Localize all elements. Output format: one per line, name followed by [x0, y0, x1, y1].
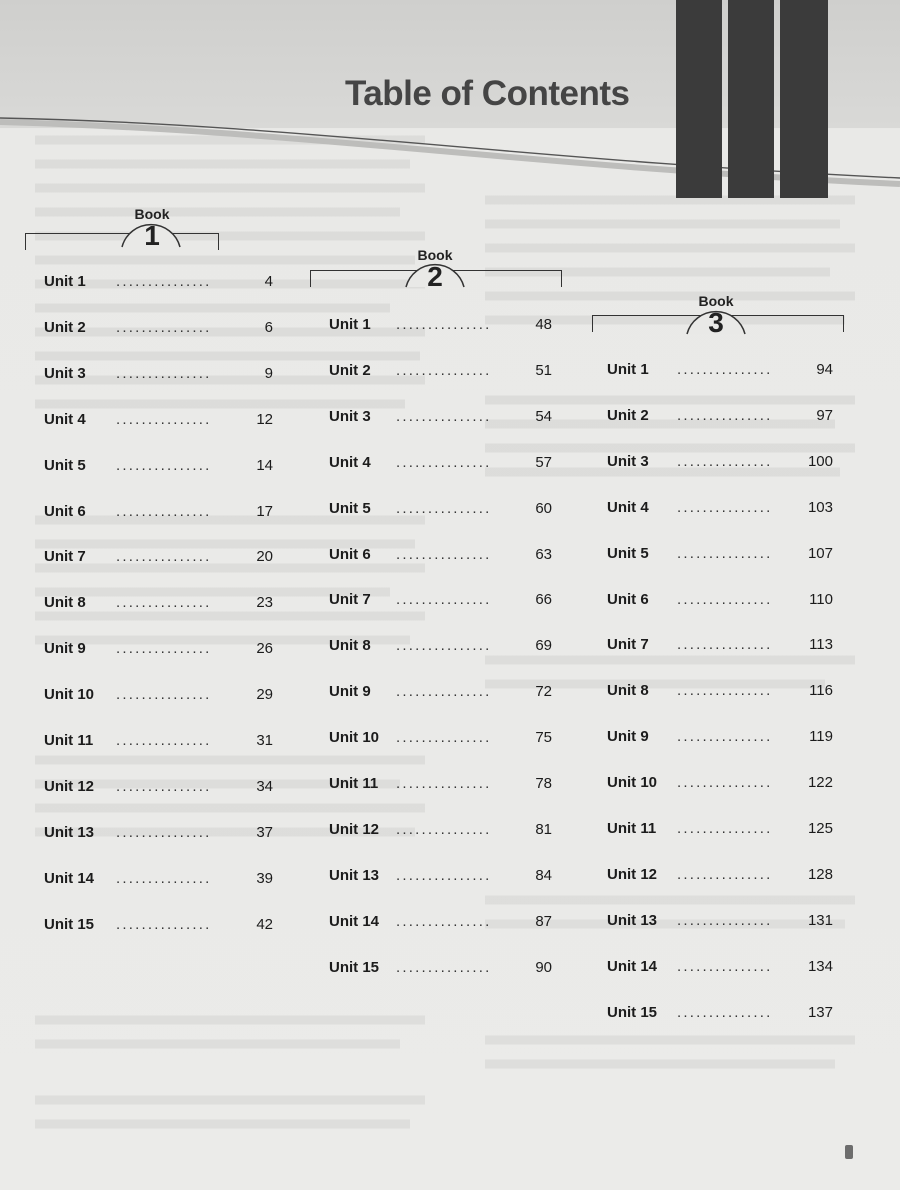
dot-leader: ...............	[116, 594, 212, 611]
unit-label: Unit 6	[607, 591, 649, 608]
book-2-toc-entry[interactable]	[329, 867, 552, 887]
unit-label: Unit 3	[329, 408, 371, 425]
book-3-toc-entry[interactable]	[607, 682, 833, 702]
unit-label: Unit 12	[329, 821, 380, 838]
page-number: 60	[535, 500, 552, 517]
unit-label: Unit 6	[329, 546, 371, 563]
page-number: 37	[256, 824, 273, 841]
page-number: 110	[809, 591, 833, 608]
book-3-word: Book	[698, 293, 734, 309]
dot-leader: ...............	[396, 821, 492, 838]
unit-label: Unit 3	[44, 365, 86, 382]
book-2-toc-entry[interactable]	[329, 408, 552, 428]
unit-label: Unit 13	[329, 867, 380, 884]
unit-label: Unit 9	[607, 728, 649, 745]
unit-label: Unit 14	[44, 870, 95, 887]
unit-label: Unit 14	[607, 958, 658, 975]
dot-leader: ...............	[116, 778, 212, 795]
page-number: 4	[264, 273, 273, 290]
unit-label: Unit 2	[607, 407, 649, 424]
unit-label: Unit 15	[329, 959, 380, 976]
page-number: 63	[535, 546, 552, 563]
page-number: 14	[256, 457, 273, 474]
book-1-toc-entry[interactable]	[44, 365, 273, 385]
book-3-toc-entry[interactable]	[607, 591, 833, 611]
dot-leader: ...............	[396, 775, 492, 792]
dot-leader: ...............	[396, 683, 492, 700]
dot-leader: ...............	[396, 591, 492, 608]
dot-leader: ...............	[396, 913, 492, 930]
unit-label: Unit 1	[329, 316, 371, 333]
dot-leader: ...............	[396, 867, 492, 884]
unit-label: Unit 9	[329, 683, 371, 700]
book-1-toc-entry[interactable]	[44, 778, 273, 798]
book-2-toc-entry[interactable]	[329, 546, 552, 566]
unit-label: Unit 12	[44, 778, 95, 795]
page-number: 131	[807, 912, 833, 929]
unit-label: Unit 1	[607, 361, 649, 378]
dot-leader: ...............	[677, 545, 773, 562]
unit-label: Unit 13	[44, 824, 95, 841]
dot-leader: ...............	[116, 273, 212, 290]
page-number: 29	[256, 686, 273, 703]
book-1-toc-entry[interactable]	[44, 548, 273, 568]
book-3-toc-entry[interactable]	[607, 912, 833, 932]
book-1-toc-entry[interactable]	[44, 686, 273, 706]
book-3-toc-entry[interactable]	[607, 728, 833, 748]
page-number: 6	[264, 319, 273, 336]
book-3-toc-entry[interactable]	[607, 545, 833, 565]
dot-leader: ...............	[116, 548, 212, 565]
dot-leader: ...............	[116, 365, 212, 382]
unit-label: Unit 11	[329, 775, 379, 792]
page-number: 66	[535, 591, 552, 608]
dot-leader: ...............	[677, 361, 773, 378]
page-number: 90	[535, 959, 552, 976]
book-3-toc-entry[interactable]	[607, 407, 833, 427]
book-2-toc-entry[interactable]	[329, 500, 552, 520]
book-1-toc-entry[interactable]	[44, 824, 273, 844]
page-number: 57	[535, 454, 552, 471]
book-3-toc-entry[interactable]	[607, 453, 833, 473]
unit-label: Unit 4	[44, 411, 86, 428]
unit-label: Unit 10	[329, 729, 380, 746]
book-2-toc-entry[interactable]	[329, 683, 552, 703]
dot-leader: ...............	[396, 729, 492, 746]
book-1-number: 1	[144, 220, 160, 251]
dot-leader: ...............	[396, 408, 492, 425]
dot-leader: ...............	[116, 640, 212, 657]
book-3-toc-entry[interactable]	[607, 1004, 833, 1024]
book-2-toc-entry[interactable]	[329, 821, 552, 841]
page-number: 125	[807, 820, 833, 837]
dot-leader: ...............	[116, 411, 212, 428]
dot-leader: ...............	[677, 591, 773, 608]
unit-label: Unit 13	[607, 912, 658, 929]
unit-label: Unit 2	[329, 362, 371, 379]
book-2-toc-entry[interactable]	[329, 591, 552, 611]
book-3-toc-entry[interactable]	[607, 774, 833, 794]
book-1-toc-entry[interactable]	[44, 594, 273, 614]
dot-leader: ...............	[396, 316, 492, 333]
dot-leader: ...............	[396, 959, 492, 976]
unit-label: Unit 8	[607, 682, 649, 699]
book-1-toc-entry[interactable]	[44, 273, 273, 293]
page-number: 48	[535, 316, 552, 333]
dot-leader: ...............	[396, 546, 492, 563]
unit-label: Unit 11	[44, 732, 94, 749]
unit-label: Unit 5	[329, 500, 371, 517]
dot-leader: ...............	[677, 820, 773, 837]
book-3-badge	[690, 293, 742, 337]
dot-leader: ...............	[396, 362, 492, 379]
unit-label: Unit 2	[44, 319, 86, 336]
book-2-toc-entry[interactable]	[329, 454, 552, 474]
unit-label: Unit 4	[329, 454, 371, 471]
unit-label: Unit 11	[607, 820, 657, 837]
unit-label: Unit 7	[607, 636, 649, 653]
unit-label: Unit 5	[607, 545, 649, 562]
unit-label: Unit 4	[607, 499, 649, 516]
book-1-toc-entry[interactable]	[44, 916, 273, 936]
book-1-toc-entry[interactable]	[44, 319, 273, 339]
page-number: 72	[535, 683, 552, 700]
dot-leader: ...............	[677, 453, 773, 470]
unit-label: Unit 6	[44, 503, 86, 520]
page-number: 78	[535, 775, 552, 792]
dot-leader: ...............	[677, 958, 773, 975]
page-number: 128	[807, 866, 833, 883]
book-2-word: Book	[417, 247, 453, 263]
dot-leader: ...............	[116, 916, 212, 933]
unit-label: Unit 15	[44, 916, 95, 933]
page-number: 100	[807, 453, 833, 470]
page-number: 31	[256, 732, 273, 749]
page-number: 34	[256, 778, 273, 795]
page-number: 119	[809, 728, 833, 745]
unit-label: Unit 7	[44, 548, 86, 565]
book-3-number: 3	[708, 307, 724, 338]
dot-leader: ...............	[116, 319, 212, 336]
page-number: 134	[807, 958, 833, 975]
dot-leader: ...............	[677, 407, 773, 424]
book-2-toc-entry[interactable]	[329, 316, 552, 336]
page-number: 20	[256, 548, 273, 565]
unit-label: Unit 5	[44, 457, 86, 474]
dot-leader: ...............	[677, 636, 773, 653]
page-number: 17	[256, 503, 273, 520]
dot-leader: ...............	[116, 824, 212, 841]
book-1-toc-entry[interactable]	[44, 503, 273, 523]
dot-leader: ...............	[677, 682, 773, 699]
dot-leader: ...............	[116, 503, 212, 520]
book-1-toc-entry[interactable]	[44, 640, 273, 660]
dot-leader: ...............	[396, 637, 492, 654]
book-2-toc-entry[interactable]	[329, 362, 552, 382]
page-number: 113	[809, 636, 833, 653]
dot-leader: ...............	[677, 774, 773, 791]
page-number: 87	[535, 913, 552, 930]
page-number: 97	[816, 407, 833, 424]
page-number: 23	[256, 594, 273, 611]
header-decor-bar	[676, 0, 722, 198]
page-number: 81	[535, 821, 552, 838]
unit-label: Unit 14	[329, 913, 380, 930]
dot-leader: ...............	[116, 732, 212, 749]
header-decor-bar	[780, 0, 828, 198]
page-number: 42	[256, 916, 273, 933]
book-2-number: 2	[427, 261, 443, 292]
unit-label: Unit 10	[44, 686, 95, 703]
unit-label: Unit 9	[44, 640, 86, 657]
book-3-toc-entry[interactable]	[607, 866, 833, 886]
dot-leader: ...............	[116, 686, 212, 703]
page-number: 122	[807, 774, 833, 791]
dot-leader: ...............	[116, 870, 212, 887]
page-number: 69	[535, 637, 552, 654]
page-number: 51	[535, 362, 552, 379]
unit-label: Unit 15	[607, 1004, 658, 1021]
dot-leader: ...............	[116, 457, 212, 474]
page-number: 9	[264, 365, 273, 382]
dot-leader: ...............	[677, 728, 773, 745]
book-1-toc-entry[interactable]	[44, 411, 273, 431]
unit-label: Unit 12	[607, 866, 658, 883]
dot-leader: ...............	[396, 454, 492, 471]
unit-label: Unit 8	[329, 637, 371, 654]
page-number: 39	[256, 870, 273, 887]
book-2-toc-entry[interactable]	[329, 959, 552, 979]
page-title: Table of Contents	[345, 74, 630, 113]
book-2-toc-entry[interactable]	[329, 913, 552, 933]
book-1-toc-entry[interactable]	[44, 732, 273, 752]
book-2-toc-entry[interactable]	[329, 729, 552, 749]
book-2-toc-entry[interactable]	[329, 637, 552, 657]
dot-leader: ...............	[677, 866, 773, 883]
unit-label: Unit 1	[44, 273, 86, 290]
book-3-toc-entry[interactable]	[607, 499, 833, 519]
dot-leader: ...............	[677, 912, 773, 929]
page-number: 103	[807, 499, 833, 516]
page-corner-mark	[845, 1145, 853, 1159]
book-3-toc-entry[interactable]	[607, 636, 833, 656]
page-number: 84	[535, 867, 552, 884]
book-3-toc-entry[interactable]	[607, 958, 833, 978]
page-number: 116	[809, 682, 833, 699]
dot-leader: ...............	[677, 1004, 773, 1021]
page-number: 54	[535, 408, 552, 425]
book-1-toc-entry[interactable]	[44, 870, 273, 890]
book-1-badge	[126, 206, 178, 250]
header-decor-bar	[728, 0, 774, 198]
dot-leader: ...............	[677, 499, 773, 516]
book-3-toc-entry[interactable]	[607, 361, 833, 381]
book-3-toc-entry[interactable]	[607, 820, 833, 840]
unit-label: Unit 7	[329, 591, 371, 608]
page-number: 94	[816, 361, 833, 378]
book-1-toc-entry[interactable]	[44, 457, 273, 477]
dot-leader: ...............	[396, 500, 492, 517]
page-number: 75	[535, 729, 552, 746]
page-number: 137	[807, 1004, 833, 1021]
page-number: 107	[807, 545, 833, 562]
unit-label: Unit 3	[607, 453, 649, 470]
unit-label: Unit 8	[44, 594, 86, 611]
unit-label: Unit 10	[607, 774, 658, 791]
book-2-toc-entry[interactable]	[329, 775, 552, 795]
book-1-word: Book	[134, 206, 170, 222]
book-2-badge	[409, 247, 461, 291]
page-number: 12	[256, 411, 273, 428]
page-number: 26	[256, 640, 273, 657]
